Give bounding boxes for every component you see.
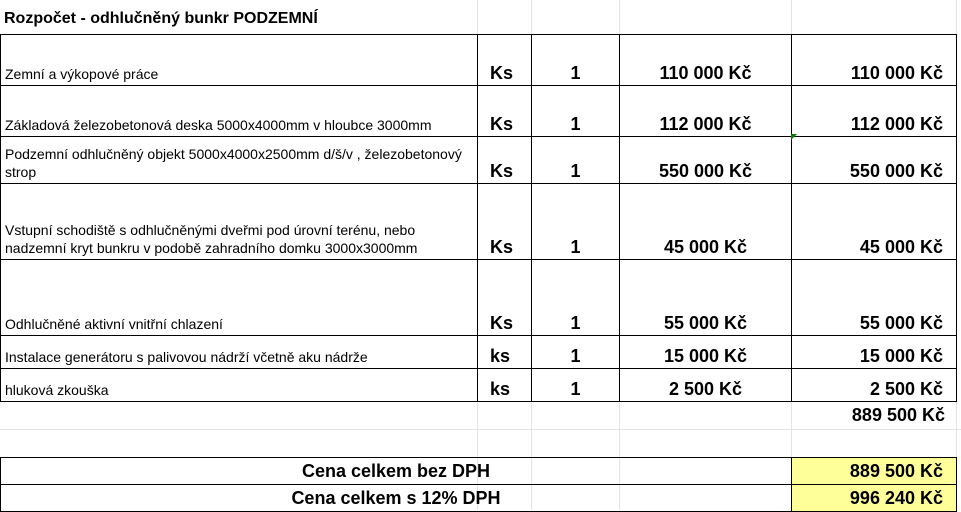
cell-unit[interactable]: ks [478, 336, 532, 369]
cell-quantity[interactable]: 1 [532, 137, 620, 184]
table-row [1, 86, 957, 137]
cell-unit-price[interactable]: 110 000 Kč [620, 35, 792, 86]
cell-quantity[interactable]: 1 [532, 369, 620, 402]
cell-unit-price[interactable]: 55 000 Kč [620, 260, 792, 336]
grid-line [0, 429, 961, 430]
table-row [1, 137, 957, 184]
subtotal-value[interactable]: 889 500 Kč [851, 405, 945, 425]
cell-description[interactable]: Odhlučněné aktivní vnitřní chlazení [1, 260, 478, 336]
cell-description[interactable]: Základová železobetonová deska 5000x4000mm v hloubce 3000mm [1, 86, 478, 137]
comment-marker-icon [791, 134, 797, 140]
cell-unit-price[interactable]: 112 000 Kč [620, 86, 792, 137]
cell-unit[interactable]: Ks [478, 137, 532, 184]
cell-description[interactable]: Vstupní schodiště s odhlučněnými dveřmi pod úrovní terénu, nebo nadzemní kryt bunkru v podobě zahradního domku 3000x3000mm [1, 184, 478, 260]
budget-table [0, 34, 957, 402]
summary-row-net [1, 458, 957, 485]
summary-label[interactable]: Cena celkem bez DPH [1, 458, 792, 485]
cell-total[interactable]: 110 000 Kč [792, 35, 957, 86]
summary-label[interactable]: Cena celkem s 12% DPH [1, 485, 792, 512]
cell-unit-price[interactable]: 15 000 Kč [620, 336, 792, 369]
summary-value[interactable]: 996 240 Kč [792, 485, 957, 512]
cell-unit[interactable]: Ks [478, 260, 532, 336]
cell-unit-price[interactable]: 550 000 Kč [620, 137, 792, 184]
cell-description[interactable]: hluková zkouška [1, 369, 478, 402]
summary-table [0, 457, 957, 512]
cell-total[interactable]: 55 000 Kč [792, 260, 957, 336]
table-row [1, 35, 957, 86]
table-row [1, 369, 957, 402]
cell-total[interactable]: 45 000 Kč [792, 184, 957, 260]
cell-quantity[interactable]: 1 [532, 336, 620, 369]
cell-total[interactable]: 2 500 Kč [792, 369, 957, 402]
table-row [1, 184, 957, 260]
cell-unit[interactable]: Ks [478, 184, 532, 260]
table-row [1, 336, 957, 369]
cell-total[interactable]: 15 000 Kč [792, 336, 957, 369]
cell-quantity[interactable]: 1 [532, 86, 620, 137]
cell-quantity[interactable]: 1 [532, 35, 620, 86]
cell-unit[interactable]: Ks [478, 86, 532, 137]
cell-total[interactable]: 550 000 Kč [792, 137, 957, 184]
cell-unit-price[interactable]: 2 500 Kč [620, 369, 792, 402]
cell-description[interactable]: Instalace generátoru s palivovou nádrží včetně aku nádrže [1, 336, 478, 369]
cell-unit-price[interactable]: 45 000 Kč [620, 184, 792, 260]
summary-value[interactable]: 889 500 Kč [792, 458, 957, 485]
cell-total[interactable]: 112 000 Kč [792, 86, 957, 137]
cell-quantity[interactable]: 1 [532, 184, 620, 260]
summary-row-gross [1, 485, 957, 512]
cell-unit[interactable]: ks [478, 369, 532, 402]
table-row [1, 260, 957, 336]
cell-description[interactable]: Podzemní odhlučněný objekt 5000x4000x2500mm d/š/v , železobetonový strop [1, 137, 478, 184]
cell-quantity[interactable]: 1 [532, 260, 620, 336]
sheet-title[interactable]: Rozpočet - odhlučněný bunkr PODZEMNÍ [4, 10, 318, 27]
cell-description[interactable]: Zemní a výkopové práce [1, 35, 478, 86]
cell-unit[interactable]: Ks [478, 35, 532, 86]
